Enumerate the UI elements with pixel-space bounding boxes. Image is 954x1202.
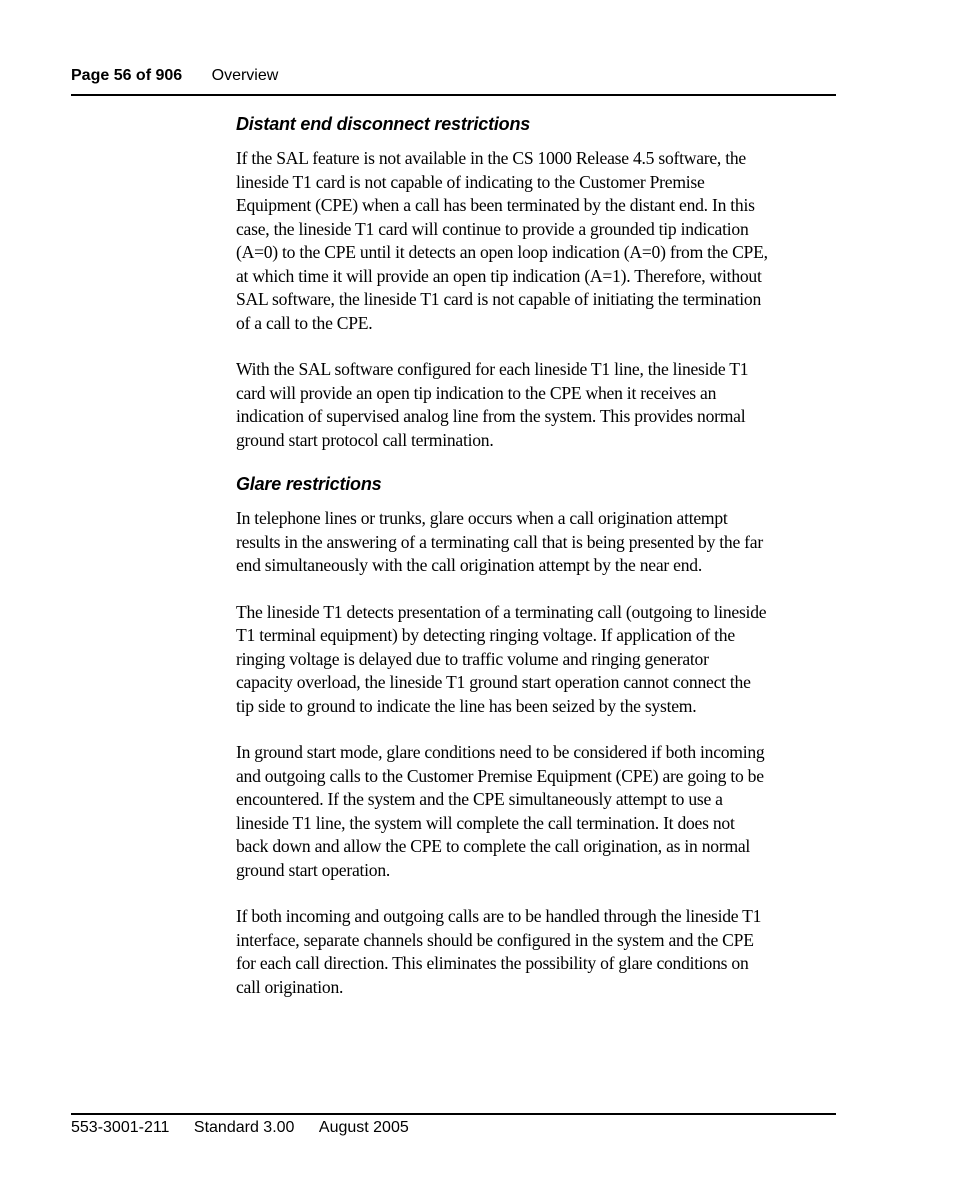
- section-heading: Glare restrictions: [236, 474, 382, 494]
- standard-version: Standard 3.00: [193, 1119, 295, 1136]
- paragraph: In telephone lines or trunks, glare occurs when a call origination attempt results in the answering of a terminating call that is being presented by the far end simultaneously with the call origination attempt by the near end.: [236, 508, 763, 575]
- page-header: [71, 65, 836, 87]
- document-number: 553-3001-211: [71, 1119, 170, 1136]
- section-name: Overview: [211, 67, 279, 84]
- page-content: [236, 112, 836, 999]
- paragraph: The lineside T1 detects presentation of a terminating call (outgoing to lineside T1 terminal equipment) by detecting ringing voltage. If application of the ringing voltage is delayed due to traffic volume and ringing generator capacity overload, the lineside T1 ground start operation cannot connect the tip side to ground to indicate the line has been seized by the system.: [236, 601, 767, 716]
- paragraph: With the SAL software configured for each lineside T1 line, the lineside T1 card will provide an open tip indication to the CPE when it receives an indication of supervised analog line from the system. This provides normal ground start protocol call termination.: [236, 359, 749, 450]
- page-number: Page 56 of 906: [71, 67, 183, 84]
- section-heading: Distant end disconnect restrictions: [236, 114, 531, 134]
- footer-rule: [71, 1113, 836, 1115]
- page-footer: [71, 1117, 409, 1139]
- header-rule: [71, 94, 836, 96]
- paragraph: In ground start mode, glare conditions need to be considered if both incoming and outgoing calls to the Customer Premise Equipment (CPE) are going to be encountered. If the system and the CPE simultaneously attempt to use a lineside T1 line, the system will complete the call termination. It does not back down and allow the CPE to complete the call origination, as in normal ground start operation.: [236, 742, 765, 880]
- paragraph: If the SAL feature is not available in the CS 1000 Release 4.5 software, the lineside T1 card is not capable of indicating to the Customer Premise Equipment (CPE) when a call has been terminated by the distant end. In this case, the lineside T1 card will continue to provide a grounded tip indication (A=0) to the CPE until it detects an open loop indication (A=0) from the CPE, at which time it will provide an open tip indication (A=1). Therefore, without SAL software, the lineside T1 card is not capable of initiating the termination of a call to the CPE.: [236, 148, 768, 333]
- paragraph: If both incoming and outgoing calls are to be handled through the lineside T1 interface, separate channels should be configured in the system and the CPE for each call direction. This eliminates the possibility of glare conditions on call origination.: [236, 906, 762, 997]
- publication-date: August 2005: [318, 1119, 409, 1136]
